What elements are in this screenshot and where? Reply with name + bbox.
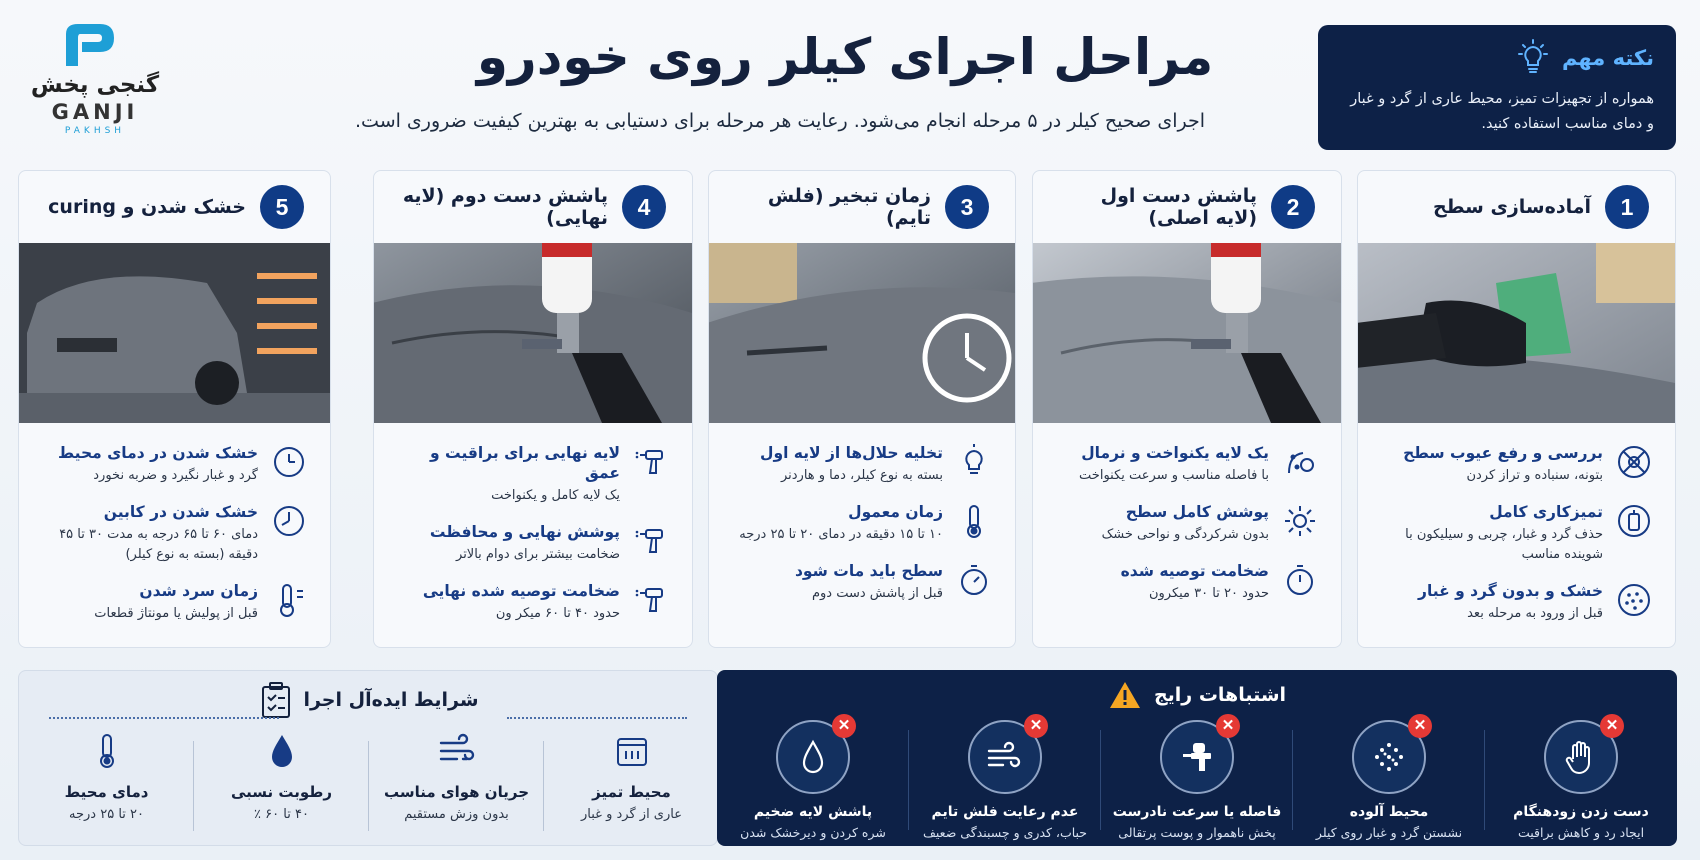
- airflow-icon: [437, 731, 477, 771]
- step-title: پاشش دست اول (لایه اصلی): [1100, 185, 1257, 229]
- error-x-icon: ✕: [1408, 714, 1432, 738]
- ideal-value: ۴۰ تا ۶۰ ٪: [254, 807, 309, 822]
- page-title: مراحل اجرای کیلر روی خودرو: [476, 28, 1214, 86]
- drop-icon: [793, 737, 833, 777]
- item-title: زمان معمول: [848, 503, 943, 521]
- dust-icon: [1615, 581, 1653, 619]
- step-item: [1055, 502, 1319, 545]
- item-title: پوشش نهایی و محافظت: [429, 523, 620, 541]
- step-number: 2: [1271, 185, 1315, 229]
- checklist-icon: [259, 681, 293, 719]
- step-item: [396, 443, 670, 506]
- mistake-item: [1101, 712, 1293, 842]
- item-desc: حدود ۴۰ تا ۶۰ میکر ون: [495, 606, 620, 621]
- step-title: پاشش دست دوم (لایه نهایی): [402, 185, 608, 229]
- spray-gun-icon: [632, 522, 670, 560]
- item-desc: بتونه، سنباده و تراز کردن: [1466, 468, 1603, 483]
- logo: [20, 20, 170, 140]
- separator: [1484, 730, 1485, 830]
- mistake-label: محیط آلوده: [1349, 804, 1429, 820]
- mistake-item: [717, 712, 909, 842]
- ideal-value: ۲۰ تا ۲۵ درجه: [69, 807, 144, 822]
- step-item: [396, 522, 670, 565]
- ideal-label: جریان هوای مناسب: [383, 783, 530, 801]
- important-note: [1318, 25, 1676, 150]
- step-card-5: [18, 170, 331, 648]
- item-title: زمان سرد شدن: [139, 582, 258, 600]
- spray-gun-icon: [1177, 737, 1217, 777]
- item-title: پوشش کامل سطح: [1125, 503, 1269, 521]
- spray-gun-icon: [632, 443, 670, 481]
- item-desc: بدون شرکردگی و نواحی خشک: [1101, 527, 1269, 542]
- mistake-label: پاشش لایه ضخیم: [753, 804, 873, 820]
- separator: [908, 730, 909, 830]
- dust-dots-icon: [1369, 737, 1409, 777]
- step-title: خشک شدن و curing: [48, 196, 246, 218]
- step-number: 4: [622, 185, 666, 229]
- item-title: یک لایه یکنواخت و نرمال: [1081, 444, 1269, 462]
- spray-gun-icon: [632, 581, 670, 619]
- step-title: آماده‌سازی سطح: [1432, 196, 1591, 218]
- mistake-item: [1293, 712, 1485, 842]
- item-title: ضخامت توصیه شده: [1120, 562, 1269, 580]
- step-item: [1380, 443, 1653, 486]
- ideal-title: شرایط ایده‌آل اجرا: [303, 689, 479, 711]
- separator: [1292, 730, 1293, 830]
- error-x-icon: ✕: [1216, 714, 1240, 738]
- mistake-item: [909, 712, 1101, 842]
- item-desc: حدود ۲۰ تا ۳۰ میکرون: [1148, 586, 1269, 601]
- mistake-desc: حباب، کدری و چسبندگی ضعیف: [922, 825, 1088, 840]
- step-number: 3: [945, 185, 989, 229]
- mistake-label: فاصله یا سرعت نادرست: [1112, 804, 1282, 820]
- clean-box-icon: [612, 731, 652, 771]
- step-item: [731, 561, 993, 604]
- ideal-item: [369, 731, 544, 841]
- step-item: [1380, 502, 1653, 565]
- step-item: [731, 443, 993, 486]
- mistake-label: عدم رعایت فلش تایم: [931, 804, 1079, 820]
- item-title: تخلیه حلال‌ها از لایه اول: [760, 444, 943, 462]
- step-card-2: [1032, 170, 1342, 648]
- timer-icon: [1281, 561, 1319, 599]
- mistake-label: دست زدن زودهنگام: [1513, 804, 1649, 820]
- droplet-icon: [262, 731, 302, 771]
- step-item: [396, 581, 670, 624]
- lightbulb-icon: [955, 443, 993, 481]
- logo-text-en: GANJI: [51, 100, 139, 124]
- step-title: زمان تبخیر (فلش تایم): [767, 185, 931, 229]
- error-x-icon: ✕: [1024, 714, 1048, 738]
- mistake-desc: نشستن گرد و غبار روی کیلر: [1315, 825, 1463, 840]
- separator: [193, 741, 194, 831]
- wind-icon: [985, 737, 1025, 777]
- item-desc: ۱۰ تا ۱۵ دقیقه در دمای ۲۰ تا ۲۵ درجه: [739, 527, 943, 542]
- ideal-item: [19, 731, 194, 841]
- item-desc: دمای ۶۰ تا ۶۵ درجه به مدت ۳۰ تا ۴۵ دقیقه (بسته به نوع کیلر): [59, 527, 258, 562]
- item-title: خشک شدن در کابین: [103, 503, 258, 521]
- separator: [543, 741, 544, 831]
- note-title: نکته مهم: [1561, 46, 1654, 70]
- step-image-car-in-booth: [19, 243, 330, 423]
- lightbulb-icon: [1514, 39, 1552, 77]
- coverage-icon: [1281, 502, 1319, 540]
- ideal-value: بدون وزش مستقیم: [404, 807, 509, 822]
- item-title: خشک و بدون گرد و غبار: [1418, 582, 1603, 600]
- step-number: 5: [260, 185, 304, 229]
- ideal-label: دمای محیط: [64, 783, 149, 801]
- page-subtitle: اجرای صحیح کیلر در ۵ مرحله انجام می‌شود. رعایت هر مرحله برای دستیابی به بهترین کیفیت ضروری است.: [355, 110, 1205, 132]
- spray-clean-icon: [1615, 502, 1653, 540]
- item-desc: قبل از پاشش دست دوم: [811, 586, 943, 601]
- item-title: بررسی و رفع عیوب سطح: [1403, 444, 1603, 462]
- item-desc: یک لایه کامل و یکنواخت: [491, 488, 620, 503]
- cool-icon: [270, 581, 308, 619]
- common-mistakes: [717, 670, 1677, 846]
- thermometer-icon: [87, 731, 127, 771]
- step-image-spray-final-coat: [374, 243, 692, 423]
- item-desc: ضخامت بیشتر برای دوام بالاتر: [456, 547, 620, 562]
- step-item: [41, 581, 308, 624]
- mistakes-title: اشتباهات رایج: [1153, 684, 1287, 706]
- separator: [368, 741, 369, 831]
- clock-icon: [270, 502, 308, 540]
- mistake-item: [1485, 712, 1677, 842]
- separator: [1100, 730, 1101, 830]
- step-item: [1055, 443, 1319, 486]
- ideal-label: رطوبت نسبی: [230, 783, 333, 801]
- mistake-desc: ایجاد رد و کاهش براقیت: [1517, 825, 1645, 840]
- mistake-desc: شره کردن و دیرخشک شدن: [740, 825, 886, 840]
- thermometer-icon: [955, 502, 993, 540]
- divider: [49, 717, 279, 719]
- step-item: [1380, 581, 1653, 624]
- step-item: [731, 502, 993, 545]
- ideal-label: محیط تمیز: [592, 783, 671, 801]
- ideal-conditions: [18, 670, 718, 846]
- step-card-3: [708, 170, 1016, 648]
- ideal-item: [194, 731, 369, 841]
- warning-icon: [1108, 680, 1142, 710]
- step-card-4: [373, 170, 693, 648]
- note-text: همواره از تجهیزات تمیز، محیط عاری از گرد و غبار و دمای مناسب استفاده کنید.: [1350, 91, 1654, 132]
- item-desc: بسته به نوع کیلر، دما و هاردنر: [780, 468, 943, 483]
- logo-text-fa: گنجی پخش: [30, 72, 160, 98]
- steps-row: [18, 170, 1676, 648]
- step-image-spray-first-coat: [1033, 243, 1341, 423]
- step-image-hand-wiping: [1358, 243, 1675, 423]
- step-number: 1: [1605, 185, 1649, 229]
- item-title: خشک شدن در دمای محیط: [58, 444, 258, 462]
- mistake-desc: پخش ناهموار و پوست پرتقالی: [1118, 825, 1276, 840]
- error-x-icon: ✕: [1600, 714, 1624, 738]
- item-title: سطح باید مات شود: [794, 562, 943, 580]
- error-x-icon: ✕: [832, 714, 856, 738]
- step-item: [1055, 561, 1319, 604]
- item-title: لایه نهایی برای براقیت و عمق: [430, 444, 620, 482]
- stopwatch-icon: [955, 561, 993, 599]
- crosshair-icon: [1615, 443, 1653, 481]
- step-item: [41, 502, 308, 565]
- step-item: [41, 443, 308, 486]
- item-title: تمیزکاری کامل: [1489, 503, 1603, 521]
- step-image-car-door-clock: [709, 243, 1015, 423]
- item-title: ضخامت توصیه شده نهایی: [422, 582, 620, 600]
- item-desc: حذف گرد و غبار، چربی و سیلیکون با شوینده مناسب: [1405, 527, 1603, 562]
- step-card-1: [1357, 170, 1676, 648]
- hand-icon: [1561, 737, 1601, 777]
- ideal-item: [544, 731, 719, 841]
- thermometer-clock-icon: [270, 443, 308, 481]
- spray-icon: [1281, 443, 1319, 481]
- logo-text-sub: PAKHSH: [64, 126, 126, 136]
- ideal-value: عاری از گرد و غبار: [581, 807, 682, 822]
- item-desc: قبل از ورود به مرحله بعد: [1467, 606, 1603, 621]
- item-desc: قبل از پولیش یا مونتاژ قطعات: [94, 606, 258, 621]
- logo-mark-icon: [58, 20, 120, 70]
- divider: [507, 717, 687, 719]
- item-desc: با فاصله مناسب و سرعت یکنواخت: [1079, 468, 1269, 483]
- item-desc: گرد و غبار نگیرد و ضربه نخورد: [93, 468, 258, 483]
